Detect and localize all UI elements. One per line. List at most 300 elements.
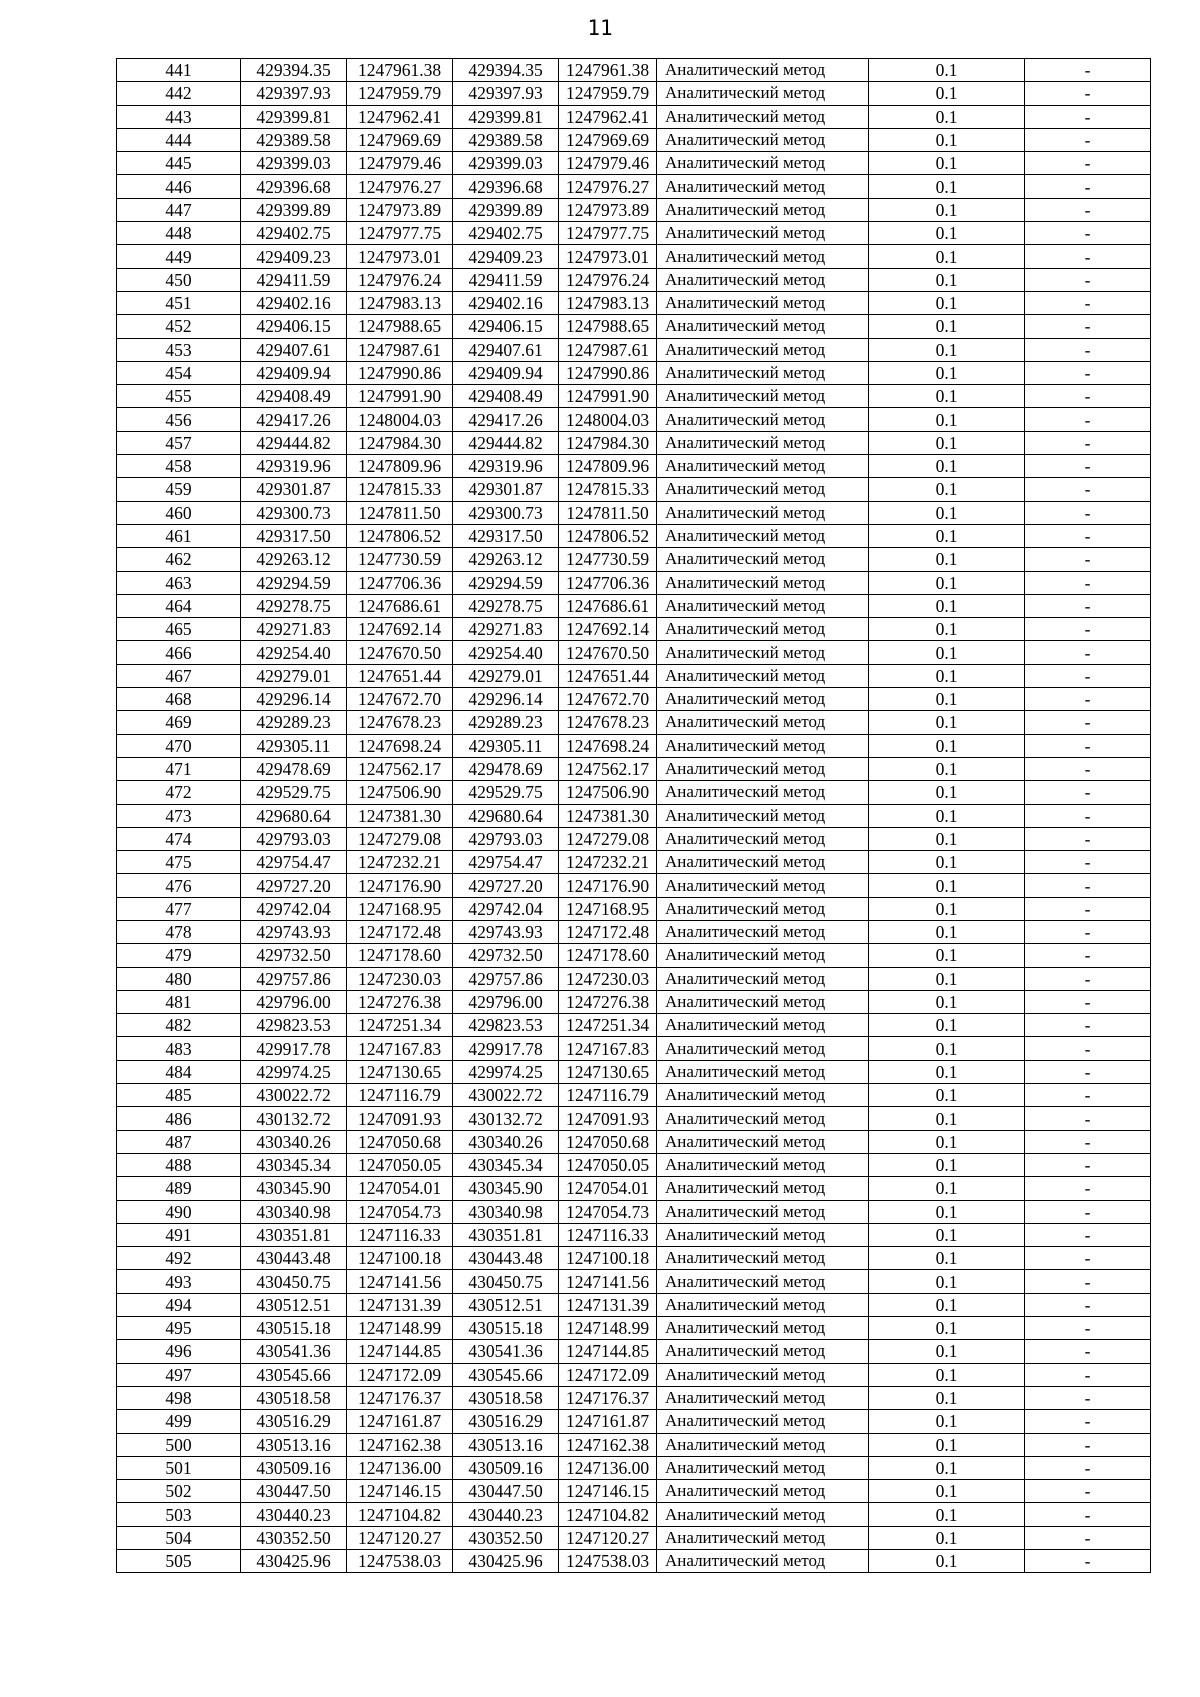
table-row (117, 1037, 1151, 1060)
method-cell: Аналитический метод (657, 291, 869, 314)
table-row (117, 105, 1151, 128)
method-cell: Аналитический метод (657, 757, 869, 780)
x-existing-cell: 430351.81 (241, 1223, 347, 1246)
point-number-cell: 446 (117, 175, 241, 198)
accuracy-cell: 0.1 (869, 1153, 1025, 1176)
point-number-cell: 504 (117, 1526, 241, 1549)
x-existing-cell: 429399.89 (241, 198, 347, 221)
y-new-cell: 1247230.03 (559, 967, 657, 990)
y-new-cell: 1247279.08 (559, 827, 657, 850)
y-existing-cell: 1247979.46 (347, 152, 453, 175)
x-new-cell: 429399.89 (453, 198, 559, 221)
note-cell: - (1025, 1317, 1151, 1340)
table-row (117, 664, 1151, 687)
table-row (117, 408, 1151, 431)
x-existing-cell: 429317.50 (241, 524, 347, 547)
x-new-cell: 429754.47 (453, 851, 559, 874)
accuracy-cell: 0.1 (869, 408, 1025, 431)
y-existing-cell: 1247809.96 (347, 455, 453, 478)
method-cell: Аналитический метод (657, 431, 869, 454)
x-new-cell: 429407.61 (453, 338, 559, 361)
point-number-cell: 459 (117, 478, 241, 501)
point-number-cell: 448 (117, 222, 241, 245)
y-existing-cell: 1247983.13 (347, 291, 453, 314)
y-new-cell: 1247116.33 (559, 1223, 657, 1246)
point-number-cell: 503 (117, 1503, 241, 1526)
y-new-cell: 1247050.05 (559, 1153, 657, 1176)
x-existing-cell: 430352.50 (241, 1526, 347, 1549)
y-new-cell: 1247100.18 (559, 1247, 657, 1270)
point-number-cell: 449 (117, 245, 241, 268)
x-new-cell: 429444.82 (453, 431, 559, 454)
point-number-cell: 491 (117, 1223, 241, 1246)
method-cell: Аналитический метод (657, 1270, 869, 1293)
note-cell: - (1025, 291, 1151, 314)
table-row (117, 1550, 1151, 1573)
table-row (117, 618, 1151, 641)
method-cell: Аналитический метод (657, 1363, 869, 1386)
x-new-cell: 429793.03 (453, 827, 559, 850)
accuracy-cell: 0.1 (869, 944, 1025, 967)
y-new-cell: 1247381.30 (559, 804, 657, 827)
y-existing-cell: 1247987.61 (347, 338, 453, 361)
x-existing-cell: 429974.25 (241, 1060, 347, 1083)
y-existing-cell: 1247146.15 (347, 1480, 453, 1503)
table-row (117, 944, 1151, 967)
table-row (117, 501, 1151, 524)
x-new-cell: 429727.20 (453, 874, 559, 897)
x-new-cell: 429402.16 (453, 291, 559, 314)
accuracy-cell: 0.1 (869, 851, 1025, 874)
x-new-cell: 429917.78 (453, 1037, 559, 1060)
method-cell: Аналитический метод (657, 641, 869, 664)
accuracy-cell: 0.1 (869, 804, 1025, 827)
y-existing-cell: 1247144.85 (347, 1340, 453, 1363)
x-existing-cell: 429529.75 (241, 781, 347, 804)
point-number-cell: 461 (117, 524, 241, 547)
x-existing-cell: 429319.96 (241, 455, 347, 478)
method-cell: Аналитический метод (657, 1526, 869, 1549)
y-new-cell: 1247232.21 (559, 851, 657, 874)
method-cell: Аналитический метод (657, 990, 869, 1013)
note-cell: - (1025, 338, 1151, 361)
x-new-cell: 429254.40 (453, 641, 559, 664)
table-row (117, 1293, 1151, 1316)
method-cell: Аналитический метод (657, 198, 869, 221)
method-cell: Аналитический метод (657, 967, 869, 990)
x-existing-cell: 430541.36 (241, 1340, 347, 1363)
x-new-cell: 429394.35 (453, 59, 559, 82)
x-existing-cell: 429727.20 (241, 874, 347, 897)
note-cell: - (1025, 1084, 1151, 1107)
y-new-cell: 1247651.44 (559, 664, 657, 687)
point-number-cell: 469 (117, 711, 241, 734)
x-existing-cell: 429402.75 (241, 222, 347, 245)
note-cell: - (1025, 1223, 1151, 1246)
method-cell: Аналитический метод (657, 245, 869, 268)
y-new-cell: 1247692.14 (559, 618, 657, 641)
x-new-cell: 429301.87 (453, 478, 559, 501)
note-cell: - (1025, 781, 1151, 804)
method-cell: Аналитический метод (657, 478, 869, 501)
y-new-cell: 1247146.15 (559, 1480, 657, 1503)
x-existing-cell: 429444.82 (241, 431, 347, 454)
note-cell: - (1025, 1247, 1151, 1270)
method-cell: Аналитический метод (657, 1107, 869, 1130)
accuracy-cell: 0.1 (869, 967, 1025, 990)
y-existing-cell: 1247962.41 (347, 105, 453, 128)
note-cell: - (1025, 920, 1151, 943)
point-number-cell: 471 (117, 757, 241, 780)
x-existing-cell: 430515.18 (241, 1317, 347, 1340)
x-new-cell: 430345.34 (453, 1153, 559, 1176)
accuracy-cell: 0.1 (869, 897, 1025, 920)
y-existing-cell: 1247991.90 (347, 385, 453, 408)
note-cell: - (1025, 501, 1151, 524)
y-new-cell: 1247730.59 (559, 548, 657, 571)
y-new-cell: 1247050.68 (559, 1130, 657, 1153)
accuracy-cell: 0.1 (869, 1177, 1025, 1200)
point-number-cell: 492 (117, 1247, 241, 1270)
x-existing-cell: 430132.72 (241, 1107, 347, 1130)
method-cell: Аналитический метод (657, 1340, 869, 1363)
method-cell: Аналитический метод (657, 1503, 869, 1526)
y-new-cell: 1247806.52 (559, 524, 657, 547)
x-new-cell: 429399.03 (453, 152, 559, 175)
table-row (117, 874, 1151, 897)
point-number-cell: 456 (117, 408, 241, 431)
x-existing-cell: 429402.16 (241, 291, 347, 314)
y-existing-cell: 1247984.30 (347, 431, 453, 454)
point-number-cell: 486 (117, 1107, 241, 1130)
accuracy-cell: 0.1 (869, 455, 1025, 478)
accuracy-cell: 0.1 (869, 1014, 1025, 1037)
method-cell: Аналитический метод (657, 1317, 869, 1340)
table-row (117, 222, 1151, 245)
x-existing-cell: 430512.51 (241, 1293, 347, 1316)
table-row (117, 1060, 1151, 1083)
x-new-cell: 429397.93 (453, 82, 559, 105)
x-existing-cell: 429279.01 (241, 664, 347, 687)
table-row (117, 1014, 1151, 1037)
x-new-cell: 429396.68 (453, 175, 559, 198)
x-new-cell: 429300.73 (453, 501, 559, 524)
x-new-cell: 429680.64 (453, 804, 559, 827)
note-cell: - (1025, 198, 1151, 221)
note-cell: - (1025, 59, 1151, 82)
y-new-cell: 1247977.75 (559, 222, 657, 245)
table-row (117, 1177, 1151, 1200)
method-cell: Аналитический метод (657, 222, 869, 245)
point-number-cell: 498 (117, 1386, 241, 1409)
x-existing-cell: 429254.40 (241, 641, 347, 664)
accuracy-cell: 0.1 (869, 1526, 1025, 1549)
y-existing-cell: 1247161.87 (347, 1410, 453, 1433)
x-existing-cell: 429389.58 (241, 128, 347, 151)
y-existing-cell: 1247706.36 (347, 571, 453, 594)
x-existing-cell: 429408.49 (241, 385, 347, 408)
note-cell: - (1025, 82, 1151, 105)
x-existing-cell: 429394.35 (241, 59, 347, 82)
y-existing-cell: 1247100.18 (347, 1247, 453, 1270)
accuracy-cell: 0.1 (869, 594, 1025, 617)
table-row (117, 315, 1151, 338)
x-new-cell: 429796.00 (453, 990, 559, 1013)
y-new-cell: 1247969.69 (559, 128, 657, 151)
y-existing-cell: 1247538.03 (347, 1550, 453, 1573)
method-cell: Аналитический метод (657, 501, 869, 524)
table-row (117, 594, 1151, 617)
accuracy-cell: 0.1 (869, 734, 1025, 757)
y-new-cell: 1247983.13 (559, 291, 657, 314)
y-new-cell: 1247276.38 (559, 990, 657, 1013)
x-existing-cell: 429300.73 (241, 501, 347, 524)
y-existing-cell: 1247251.34 (347, 1014, 453, 1037)
y-new-cell: 1247815.33 (559, 478, 657, 501)
accuracy-cell: 0.1 (869, 198, 1025, 221)
accuracy-cell: 0.1 (869, 1037, 1025, 1060)
method-cell: Аналитический метод (657, 1177, 869, 1200)
y-existing-cell: 1247054.73 (347, 1200, 453, 1223)
accuracy-cell: 0.1 (869, 152, 1025, 175)
method-cell: Аналитический метод (657, 688, 869, 711)
point-number-cell: 462 (117, 548, 241, 571)
table-row (117, 1410, 1151, 1433)
y-new-cell: 1247962.41 (559, 105, 657, 128)
y-new-cell: 1247172.48 (559, 920, 657, 943)
point-number-cell: 445 (117, 152, 241, 175)
accuracy-cell: 0.1 (869, 1386, 1025, 1409)
y-existing-cell: 1247120.27 (347, 1526, 453, 1549)
method-cell: Аналитический метод (657, 781, 869, 804)
point-number-cell: 485 (117, 1084, 241, 1107)
note-cell: - (1025, 175, 1151, 198)
y-new-cell: 1247167.83 (559, 1037, 657, 1060)
point-number-cell: 466 (117, 641, 241, 664)
x-new-cell: 430351.81 (453, 1223, 559, 1246)
point-number-cell: 464 (117, 594, 241, 617)
y-new-cell: 1247161.87 (559, 1410, 657, 1433)
x-new-cell: 430443.48 (453, 1247, 559, 1270)
y-new-cell: 1247991.90 (559, 385, 657, 408)
y-existing-cell: 1247562.17 (347, 757, 453, 780)
point-number-cell: 470 (117, 734, 241, 757)
point-number-cell: 479 (117, 944, 241, 967)
note-cell: - (1025, 1177, 1151, 1200)
note-cell: - (1025, 431, 1151, 454)
accuracy-cell: 0.1 (869, 1410, 1025, 1433)
point-number-cell: 487 (117, 1130, 241, 1153)
y-new-cell: 1247162.38 (559, 1433, 657, 1456)
point-number-cell: 455 (117, 385, 241, 408)
y-existing-cell: 1247977.75 (347, 222, 453, 245)
accuracy-cell: 0.1 (869, 1456, 1025, 1479)
note-cell: - (1025, 571, 1151, 594)
accuracy-cell: 0.1 (869, 1363, 1025, 1386)
note-cell: - (1025, 1270, 1151, 1293)
note-cell: - (1025, 851, 1151, 874)
method-cell: Аналитический метод (657, 1130, 869, 1153)
y-existing-cell: 1247988.65 (347, 315, 453, 338)
note-cell: - (1025, 245, 1151, 268)
x-new-cell: 430352.50 (453, 1526, 559, 1549)
table-row (117, 1153, 1151, 1176)
method-cell: Аналитический метод (657, 1247, 869, 1270)
note-cell: - (1025, 688, 1151, 711)
table-row (117, 478, 1151, 501)
y-new-cell: 1247172.09 (559, 1363, 657, 1386)
x-new-cell: 429409.94 (453, 361, 559, 384)
point-number-cell: 443 (117, 105, 241, 128)
x-existing-cell: 429754.47 (241, 851, 347, 874)
y-existing-cell: 1247811.50 (347, 501, 453, 524)
y-existing-cell: 1247148.99 (347, 1317, 453, 1340)
table-row (117, 734, 1151, 757)
table-row (117, 1270, 1151, 1293)
accuracy-cell: 0.1 (869, 1293, 1025, 1316)
note-cell: - (1025, 1503, 1151, 1526)
note-cell: - (1025, 1200, 1151, 1223)
x-new-cell: 429296.14 (453, 688, 559, 711)
x-new-cell: 429478.69 (453, 757, 559, 780)
x-existing-cell: 430545.66 (241, 1363, 347, 1386)
y-new-cell: 1247973.89 (559, 198, 657, 221)
point-number-cell: 494 (117, 1293, 241, 1316)
y-existing-cell: 1247050.68 (347, 1130, 453, 1153)
y-existing-cell: 1247651.44 (347, 664, 453, 687)
point-number-cell: 478 (117, 920, 241, 943)
x-existing-cell: 430340.98 (241, 1200, 347, 1223)
y-existing-cell: 1247698.24 (347, 734, 453, 757)
point-number-cell: 453 (117, 338, 241, 361)
y-new-cell: 1247959.79 (559, 82, 657, 105)
point-number-cell: 474 (117, 827, 241, 850)
point-number-cell: 451 (117, 291, 241, 314)
table-row (117, 1107, 1151, 1130)
y-new-cell: 1247706.36 (559, 571, 657, 594)
y-existing-cell: 1247381.30 (347, 804, 453, 827)
note-cell: - (1025, 524, 1151, 547)
point-number-cell: 441 (117, 59, 241, 82)
x-existing-cell: 430345.90 (241, 1177, 347, 1200)
method-cell: Аналитический метод (657, 82, 869, 105)
x-existing-cell: 429399.81 (241, 105, 347, 128)
method-cell: Аналитический метод (657, 338, 869, 361)
x-new-cell: 429411.59 (453, 268, 559, 291)
y-existing-cell: 1248004.03 (347, 408, 453, 431)
y-new-cell: 1247130.65 (559, 1060, 657, 1083)
table-row (117, 571, 1151, 594)
point-number-cell: 505 (117, 1550, 241, 1573)
table-row (117, 128, 1151, 151)
y-existing-cell: 1247116.79 (347, 1084, 453, 1107)
point-number-cell: 483 (117, 1037, 241, 1060)
x-existing-cell: 430518.58 (241, 1386, 347, 1409)
y-existing-cell: 1247104.82 (347, 1503, 453, 1526)
table-row (117, 1340, 1151, 1363)
y-new-cell: 1247136.00 (559, 1456, 657, 1479)
note-cell: - (1025, 734, 1151, 757)
method-cell: Аналитический метод (657, 1037, 869, 1060)
y-existing-cell: 1247686.61 (347, 594, 453, 617)
x-existing-cell: 429743.93 (241, 920, 347, 943)
method-cell: Аналитический метод (657, 105, 869, 128)
y-new-cell: 1247251.34 (559, 1014, 657, 1037)
accuracy-cell: 0.1 (869, 268, 1025, 291)
accuracy-cell: 0.1 (869, 222, 1025, 245)
table-row (117, 1480, 1151, 1503)
accuracy-cell: 0.1 (869, 1060, 1025, 1083)
x-existing-cell: 429301.87 (241, 478, 347, 501)
y-new-cell: 1247506.90 (559, 781, 657, 804)
y-existing-cell: 1247672.70 (347, 688, 453, 711)
point-number-cell: 450 (117, 268, 241, 291)
y-new-cell: 1247091.93 (559, 1107, 657, 1130)
method-cell: Аналитический метод (657, 1410, 869, 1433)
y-existing-cell: 1247116.33 (347, 1223, 453, 1246)
table-row (117, 338, 1151, 361)
x-new-cell: 430345.90 (453, 1177, 559, 1200)
x-existing-cell: 429406.15 (241, 315, 347, 338)
note-cell: - (1025, 1433, 1151, 1456)
table-row (117, 455, 1151, 478)
x-new-cell: 429319.96 (453, 455, 559, 478)
y-existing-cell: 1247230.03 (347, 967, 453, 990)
y-new-cell: 1247176.37 (559, 1386, 657, 1409)
y-new-cell: 1247168.95 (559, 897, 657, 920)
x-new-cell: 430447.50 (453, 1480, 559, 1503)
y-existing-cell: 1247815.33 (347, 478, 453, 501)
note-cell: - (1025, 641, 1151, 664)
x-new-cell: 429271.83 (453, 618, 559, 641)
table-row (117, 152, 1151, 175)
x-existing-cell: 430345.34 (241, 1153, 347, 1176)
table-row (117, 175, 1151, 198)
accuracy-cell: 0.1 (869, 1550, 1025, 1573)
y-existing-cell: 1247276.38 (347, 990, 453, 1013)
accuracy-cell: 0.1 (869, 1503, 1025, 1526)
method-cell: Аналитический метод (657, 152, 869, 175)
table-body (117, 59, 1151, 1573)
table-row (117, 1386, 1151, 1409)
note-cell: - (1025, 594, 1151, 617)
note-cell: - (1025, 152, 1151, 175)
point-number-cell: 476 (117, 874, 241, 897)
table-row (117, 1363, 1151, 1386)
accuracy-cell: 0.1 (869, 827, 1025, 850)
x-new-cell: 429743.93 (453, 920, 559, 943)
method-cell: Аналитический метод (657, 455, 869, 478)
point-number-cell: 458 (117, 455, 241, 478)
method-cell: Аналитический метод (657, 1293, 869, 1316)
method-cell: Аналитический метод (657, 1433, 869, 1456)
table-row (117, 198, 1151, 221)
note-cell: - (1025, 105, 1151, 128)
x-existing-cell: 429289.23 (241, 711, 347, 734)
y-existing-cell: 1247136.00 (347, 1456, 453, 1479)
x-existing-cell: 429294.59 (241, 571, 347, 594)
y-existing-cell: 1247990.86 (347, 361, 453, 384)
method-cell: Аналитический метод (657, 944, 869, 967)
x-existing-cell: 430443.48 (241, 1247, 347, 1270)
note-cell: - (1025, 1130, 1151, 1153)
x-new-cell: 429757.86 (453, 967, 559, 990)
y-existing-cell: 1247141.56 (347, 1270, 453, 1293)
y-new-cell: 1247979.46 (559, 152, 657, 175)
point-number-cell: 488 (117, 1153, 241, 1176)
x-existing-cell: 429680.64 (241, 804, 347, 827)
point-number-cell: 496 (117, 1340, 241, 1363)
